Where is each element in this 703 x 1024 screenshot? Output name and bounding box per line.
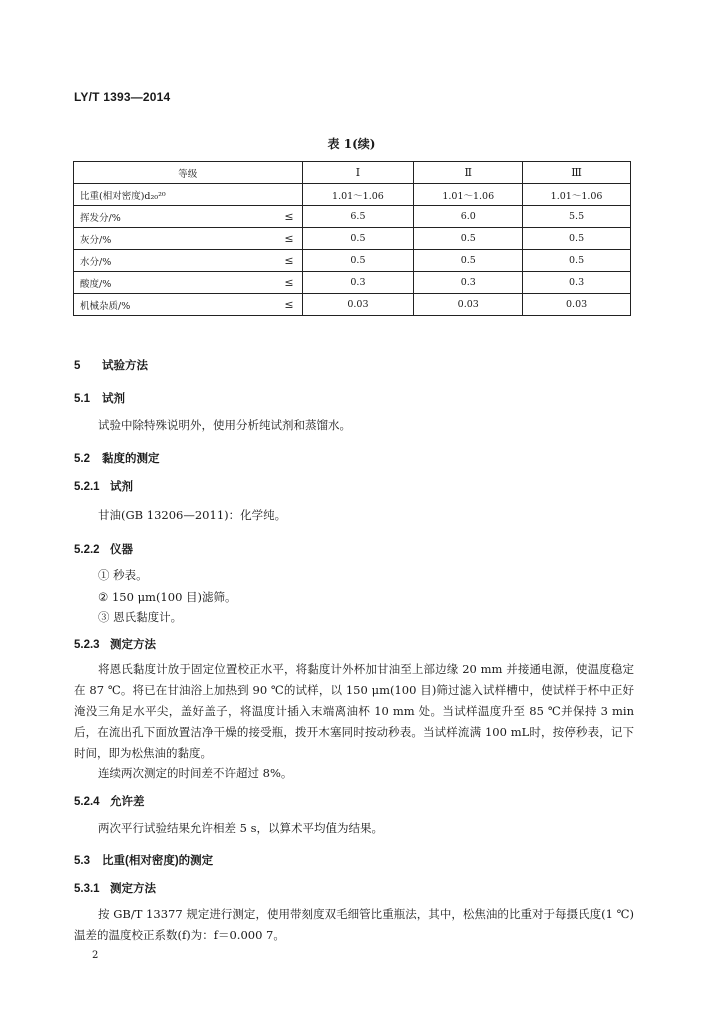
row-limit-symbol: ≤ xyxy=(284,276,294,289)
row-limit-symbol: ≤ xyxy=(284,254,294,267)
table-row xyxy=(74,228,631,250)
row-value-grade-1: 0.5 xyxy=(302,228,414,250)
row-value-grade-1: 6.5 xyxy=(302,206,414,228)
document-code: LY/T 1393—2014 xyxy=(74,90,171,104)
section-5-2-3-text-2: 连续两次测定的时间差不许超过 8%。 xyxy=(98,766,293,780)
row-item-cell xyxy=(74,294,303,316)
header-grade-1: Ⅰ xyxy=(302,162,414,184)
row-value-grade-2: 0.03 xyxy=(414,294,523,316)
section-5-1-heading: 5.1 试剂 xyxy=(74,393,125,405)
row-item-label: 灰分/% xyxy=(80,234,112,246)
row-item-cell xyxy=(74,272,303,294)
section-5-3-1-heading: 5.3.1 测定方法 xyxy=(74,883,156,895)
row-value-grade-3: 0.5 xyxy=(523,250,631,272)
row-value-grade-1: 0.5 xyxy=(302,250,414,272)
row-item-label: 机械杂质/% xyxy=(80,300,131,312)
header-grade-2: Ⅱ xyxy=(414,162,523,184)
row-item-cell xyxy=(74,228,303,250)
row-value-grade-3: 5.5 xyxy=(523,206,631,228)
row-value-grade-3: 0.3 xyxy=(523,272,631,294)
table-row xyxy=(74,184,631,206)
table-row xyxy=(74,294,631,316)
row-value-grade-2: 1.01～1.06 xyxy=(414,184,523,206)
row-value-grade-3: 0.5 xyxy=(523,228,631,250)
row-value-grade-2: 0.3 xyxy=(414,272,523,294)
row-value-grade-2: 6.0 xyxy=(414,206,523,228)
page-number: 2 xyxy=(92,950,99,961)
spec-table xyxy=(73,161,631,316)
row-item-label: 酸度/% xyxy=(80,278,112,290)
section-5-2-heading: 5.2 黏度的测定 xyxy=(74,453,160,465)
row-value-grade-1: 0.3 xyxy=(302,272,414,294)
instrument-item-3: ③ 恩氏黏度计。 xyxy=(98,610,183,624)
section-5-heading: 5 试验方法 xyxy=(74,360,148,372)
table-row xyxy=(74,206,631,228)
row-limit-symbol: ≤ xyxy=(284,232,294,245)
section-5-3-1-text: 按 GB/T 13377 规定进行测定，使用带刻度双毛细管比重瓶法，其中，松焦油的比重对于每摄氏度(1 ℃)温差的温度校正系数(f)为：f＝0.000 7。 xyxy=(74,907,634,942)
section-5-2-4-heading: 5.2.4 允许差 xyxy=(74,796,145,808)
row-item-label: 比重(相对密度)d₂₀²⁰ xyxy=(80,190,166,202)
row-limit-symbol: ≤ xyxy=(284,210,294,223)
row-item-cell xyxy=(74,250,303,272)
header-grade: 等级 xyxy=(74,162,303,184)
row-limit-symbol: ≤ xyxy=(284,298,294,311)
section-5-2-4-text: 两次平行试验结果允许相差 5 s，以算术平均值为结果。 xyxy=(98,821,384,835)
table-row xyxy=(74,250,631,272)
row-item-label: 挥发分/% xyxy=(80,212,121,224)
table-header-row xyxy=(74,162,631,184)
row-value-grade-1: 0.03 xyxy=(302,294,414,316)
table-row xyxy=(74,272,631,294)
section-5-3-heading: 5.3 比重(相对密度)的测定 xyxy=(74,855,214,867)
row-value-grade-1: 1.01～1.06 xyxy=(302,184,414,206)
row-value-grade-3: 1.01～1.06 xyxy=(523,184,631,206)
table-caption: 表 1(续) xyxy=(327,137,376,151)
row-item-cell xyxy=(74,184,303,206)
section-5-2-3-text-1: 将恩氏黏度计放于固定位置校正水平，将黏度计外杯加甘油至上部边缘 20 mm 并接通电源，使温度稳定在 87 ℃。将已在甘油浴上加热到 90 ℃的试样，以 150 μm(100 目)筛过滤入试样槽中，使试样于杯中正好淹没三角足水平尖，盖好盖子，将温度计插入末端离油杯 10 mm 处。当试样温度升至 85 ℃并保持 3 min 后，在流出孔下面放置洁净干燥的接受瓶，拨开木塞同时按动秒表。当试样流满 100 mL时，按停秒表，记下时间，即为松焦油的黏度。 xyxy=(74,662,634,760)
row-value-grade-2: 0.5 xyxy=(414,250,523,272)
row-item-label: 水分/% xyxy=(80,256,112,268)
section-5-2-1-text: 甘油(GB 13206—2011)：化学纯。 xyxy=(98,508,287,522)
row-item-cell xyxy=(74,206,303,228)
section-5-2-1-heading: 5.2.1 试剂 xyxy=(74,481,133,493)
section-5-2-3-heading: 5.2.3 测定方法 xyxy=(74,639,156,651)
instrument-item-2: ② 150 μm(100 目)滤筛。 xyxy=(98,590,237,604)
section-5-2-2-heading: 5.2.2 仪器 xyxy=(74,544,133,556)
row-value-grade-2: 0.5 xyxy=(414,228,523,250)
header-grade-3: Ⅲ xyxy=(523,162,631,184)
section-5-1-text: 试验中除特殊说明外，使用分析纯试剂和蒸馏水。 xyxy=(98,418,351,432)
instrument-item-1: ① 秒表。 xyxy=(98,568,148,582)
row-value-grade-3: 0.03 xyxy=(523,294,631,316)
